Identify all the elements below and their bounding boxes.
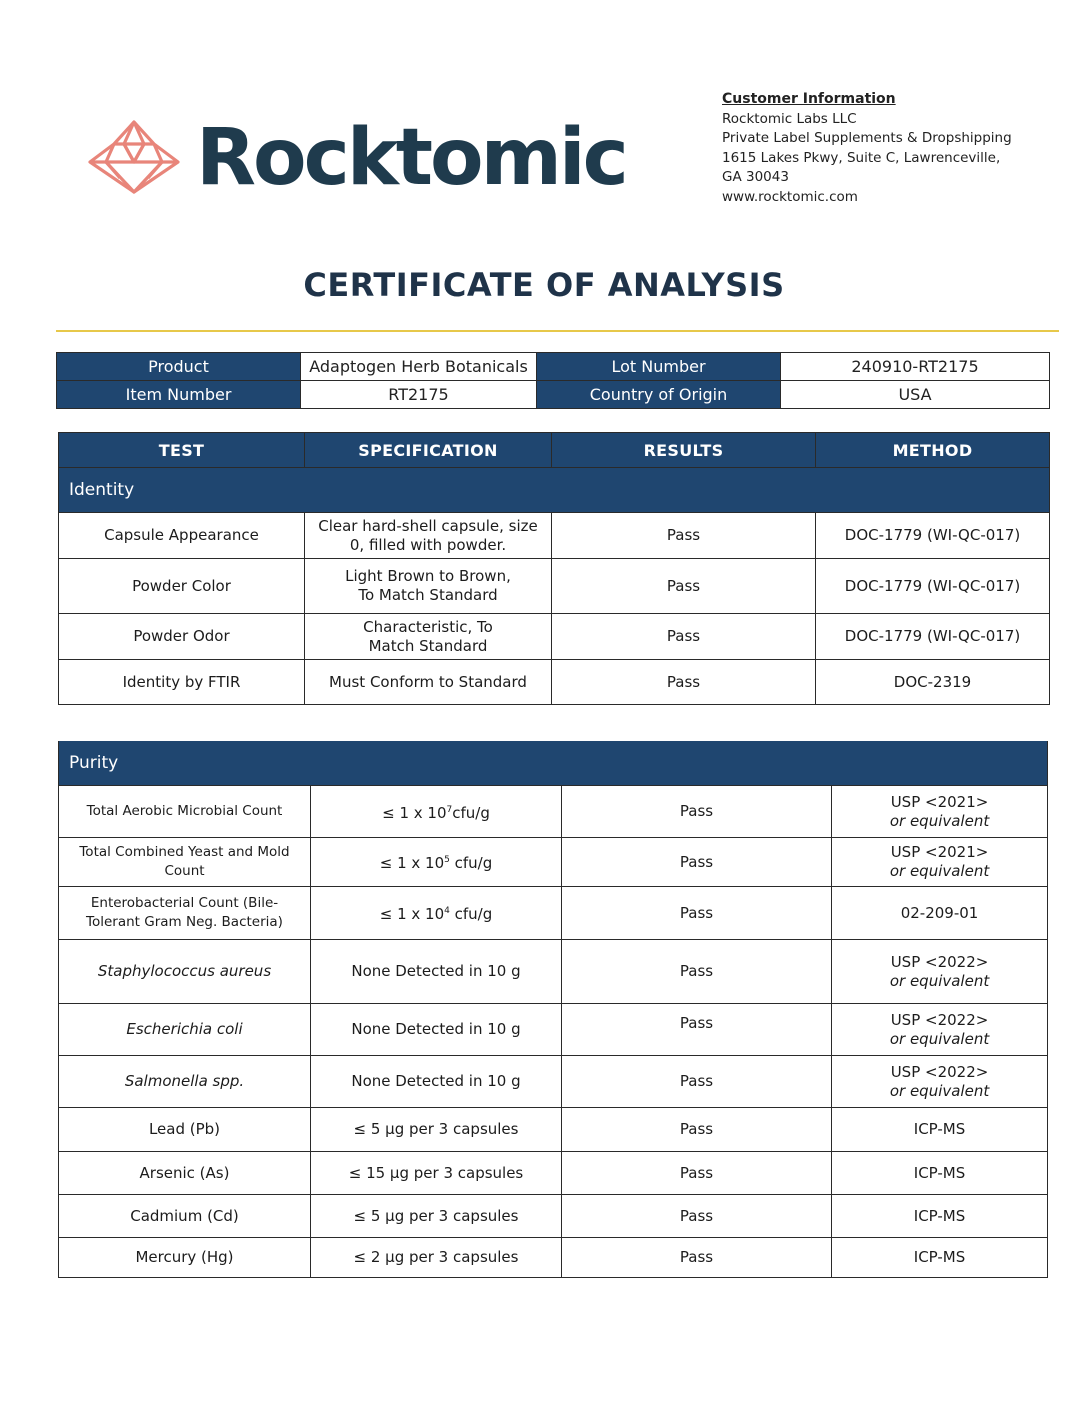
brand-wordmark: Rocktomic	[196, 113, 626, 203]
table-row	[59, 1195, 1048, 1238]
test-cell: Cadmium (Cd)	[59, 1195, 311, 1238]
method-cell: ICP-MS	[832, 1195, 1048, 1238]
result-cell: Pass	[552, 513, 816, 559]
lot-value: 240910-RT2175	[781, 353, 1050, 381]
page-title: CERTIFICATE OF ANALYSIS	[303, 266, 785, 304]
result-cell: Pass	[562, 1108, 832, 1152]
result-cell: Pass	[552, 614, 816, 660]
test-cell: Identity by FTIR	[59, 660, 305, 705]
spec-cell: Characteristic, To Match Standard	[305, 614, 552, 660]
test-cell: Mercury (Hg)	[59, 1238, 311, 1278]
lot-label: Lot Number	[537, 353, 781, 381]
spec-cell: ≤ 5 µg per 3 capsules	[311, 1195, 562, 1238]
test-cell: Powder Odor	[59, 614, 305, 660]
product-info-table	[56, 352, 1050, 409]
spec-cell: ≤ 2 µg per 3 capsules	[311, 1238, 562, 1278]
result-cell: Pass	[562, 1004, 832, 1056]
table-row	[59, 1238, 1048, 1278]
method-cell: DOC-1779 (WI-QC-017)	[816, 614, 1050, 660]
item-label: Item Number	[57, 381, 301, 409]
customer-website: www.rocktomic.com	[722, 188, 858, 205]
origin-value: USA	[781, 381, 1050, 409]
spec-cell: Light Brown to Brown, To Match Standard	[305, 559, 552, 614]
result-cell: Pass	[562, 940, 832, 1004]
spec-cell: ≤ 1 x $10^7cfu/g$	[311, 786, 562, 838]
method-cell: DOC-2319	[816, 660, 1050, 705]
method-cell: ICP-MS	[832, 1108, 1048, 1152]
method-cell: ICP-MS	[832, 1238, 1048, 1278]
column-header-test: TEST	[59, 433, 305, 468]
section-title-purity: Purity	[59, 741, 1048, 786]
table-row	[59, 559, 1050, 614]
method-cell: DOC-1779 (WI-QC-017)	[816, 559, 1050, 614]
spec-cell: None Detected in 10 g	[311, 1004, 562, 1056]
table-row	[59, 614, 1050, 660]
origin-label: Country of Origin	[537, 381, 781, 409]
rocktomic-logo-icon	[84, 116, 184, 196]
method-cell: USP <2022> or equivalent	[832, 1056, 1048, 1108]
table-row	[59, 660, 1050, 705]
table-row	[59, 1056, 1048, 1108]
spec-cell: ≤ 1 x $10^5$ cfu/g	[311, 838, 562, 887]
customer-line: GA 30043	[722, 169, 789, 186]
method-cell: USP <2022> or equivalent	[832, 1004, 1048, 1056]
column-header-specification: SPECIFICATION	[305, 433, 552, 468]
test-cell: Capsule Appearance	[59, 513, 305, 559]
customer-info-title: Customer Information	[722, 91, 896, 107]
method-cell: DOC-1779 (WI-QC-017)	[816, 513, 1050, 559]
customer-line: 1615 Lakes Pkwy, Suite C, Lawrenceville,	[722, 149, 1001, 166]
test-cell: Lead (Pb)	[59, 1108, 311, 1152]
result-cell: Pass	[562, 1195, 832, 1238]
test-cell: Enterobacterial Count (Bile-Tolerant Gram Neg. Bacteria)	[59, 887, 311, 940]
test-cell: Arsenic (As)	[59, 1152, 311, 1195]
result-cell: Pass	[562, 887, 832, 940]
product-label: Product	[57, 353, 301, 381]
method-cell: USP <2022> or equivalent	[832, 940, 1048, 1004]
method-cell: 02-209-01	[832, 887, 1048, 940]
spec-cell: ≤ 1 x $10^4$ cfu/g	[311, 887, 562, 940]
table-row	[59, 887, 1048, 940]
divider	[56, 330, 1059, 332]
result-cell: Pass	[562, 1238, 832, 1278]
item-value: RT2175	[301, 381, 537, 409]
table-row	[59, 1152, 1048, 1195]
product-value: Adaptogen Herb Botanicals	[301, 353, 537, 381]
spec-cell: ≤ 15 µg per 3 capsules	[311, 1152, 562, 1195]
spec-cell: None Detected in 10 g	[311, 940, 562, 1004]
column-header-method: METHOD	[816, 433, 1050, 468]
method-cell: ICP-MS	[832, 1152, 1048, 1195]
test-cell: Total Aerobic Microbial Count	[59, 786, 311, 838]
result-cell: Pass	[562, 1152, 832, 1195]
result-cell: Pass	[562, 1056, 832, 1108]
result-cell: Pass	[562, 786, 832, 838]
table-row	[59, 1004, 1048, 1056]
result-cell: Pass	[552, 559, 816, 614]
method-cell: USP <2021> or equivalent	[832, 838, 1048, 887]
section-title-identity: Identity	[59, 468, 1050, 513]
table-row	[59, 786, 1048, 838]
method-cell: USP <2021> or equivalent	[832, 786, 1048, 838]
test-cell: Total Combined Yeast and Mold Count	[59, 838, 311, 887]
table-row	[59, 838, 1048, 887]
test-cell: Powder Color	[59, 559, 305, 614]
test-cell: Staphylococcus aureus	[59, 940, 311, 1004]
table-row	[59, 513, 1050, 559]
customer-line: Private Label Supplements & Dropshipping	[722, 130, 1012, 147]
purity-table	[58, 741, 1048, 1278]
result-cell: Pass	[562, 838, 832, 887]
spec-cell: Must Conform to Standard	[305, 660, 552, 705]
result-cell: Pass	[552, 660, 816, 705]
customer-info	[722, 90, 1012, 208]
table-row	[59, 1108, 1048, 1152]
spec-cell: ≤ 5 µg per 3 capsules	[311, 1108, 562, 1152]
spec-cell: None Detected in 10 g	[311, 1056, 562, 1108]
table-row	[59, 940, 1048, 1004]
identity-table	[58, 432, 1050, 705]
test-cell: Escherichia coli	[59, 1004, 311, 1056]
test-cell: Salmonella spp.	[59, 1056, 311, 1108]
spec-cell: Clear hard-shell capsule, size 0, filled with powder.	[305, 513, 552, 559]
column-header-results: RESULTS	[552, 433, 816, 468]
customer-line: Rocktomic Labs LLC	[722, 110, 857, 127]
